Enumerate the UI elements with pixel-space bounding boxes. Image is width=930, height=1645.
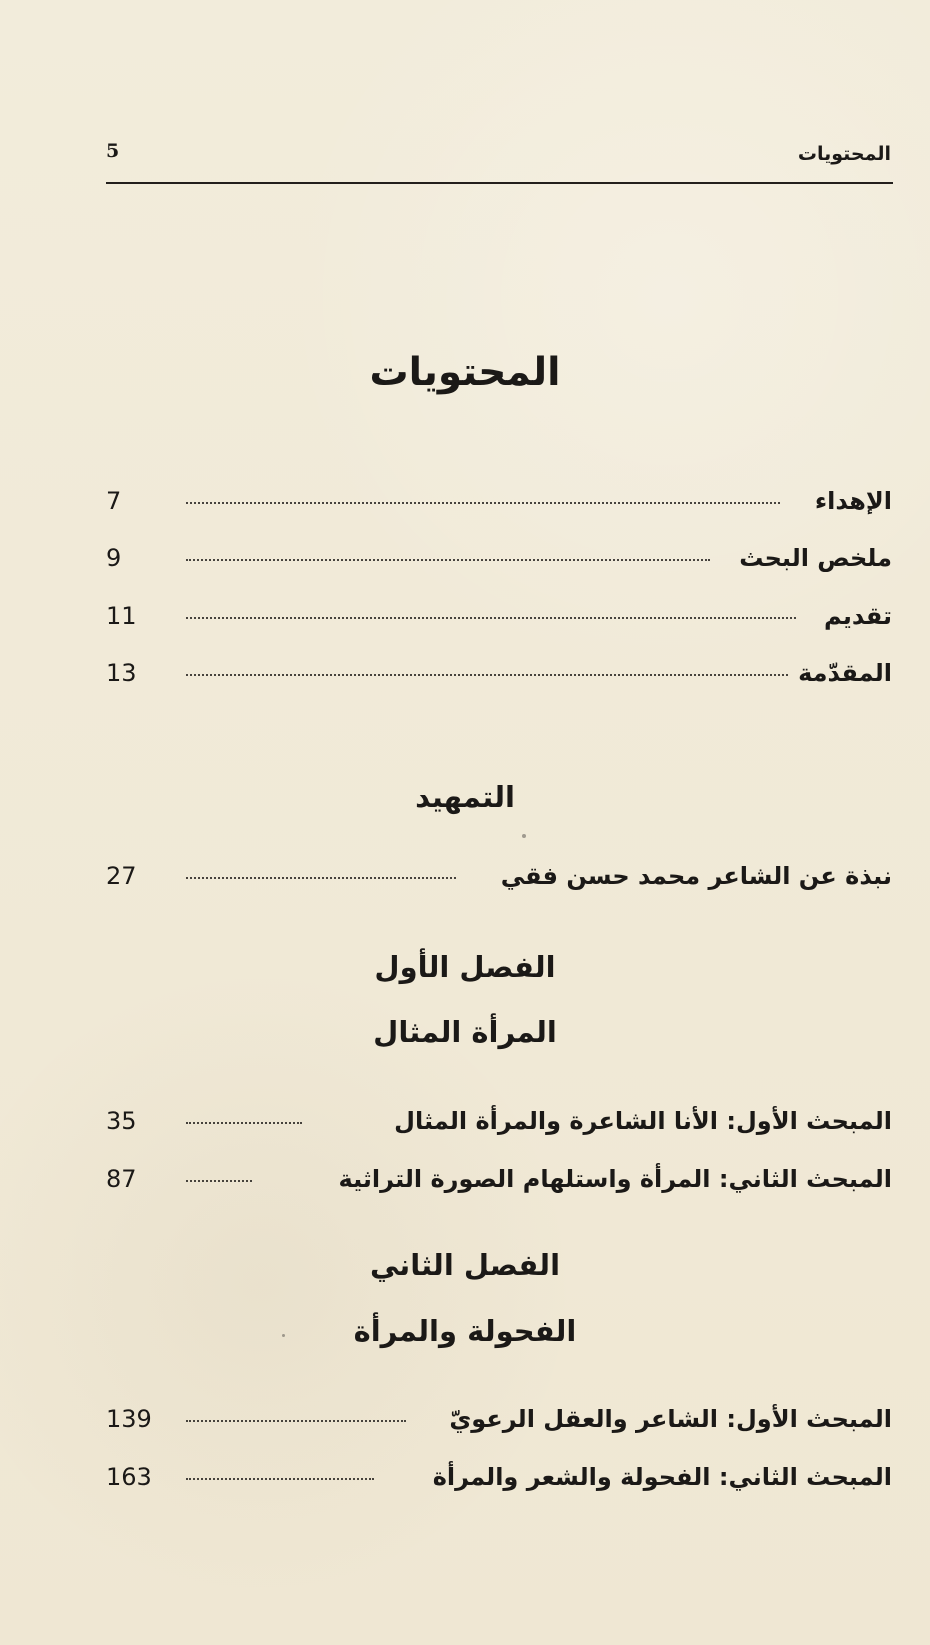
- page-title: المحتويات: [369, 350, 561, 395]
- toc-entry-label: نبذة عن الشاعر محمد حسن فقي: [500, 862, 892, 890]
- toc-entry-page: 13: [106, 659, 137, 687]
- toc-leader-dots: [186, 1420, 406, 1424]
- toc-entry-label: المبحث الثاني: المرأة واستلهام الصورة التراثية: [338, 1165, 892, 1193]
- toc-entry-label: الإهداء: [814, 487, 892, 515]
- toc-entry-label: المبحث الأول: الشاعر والعقل الرعويّ: [449, 1405, 892, 1433]
- toc-entry-page: 27: [106, 862, 137, 890]
- toc-entry-chapter-two-second-study: [106, 1456, 892, 1498]
- running-header: [106, 135, 891, 185]
- toc-leader-dots: [186, 1122, 302, 1126]
- header-rule: [106, 182, 893, 184]
- section-title-tamhid: التمهيد: [415, 780, 515, 814]
- toc-entry-label: المبحث الثاني: الفحولة والشعر والمرأة: [432, 1463, 892, 1491]
- toc-entry-poet-biography: [106, 855, 892, 897]
- page-speck: [522, 834, 526, 838]
- toc-entry-page: 7: [106, 487, 122, 515]
- toc-entry-label: ملخص البحث: [739, 544, 892, 572]
- toc-entry-chapter-one-first-study: [106, 1100, 892, 1142]
- toc-entry-page: 163: [106, 1463, 152, 1491]
- toc-leader-dots: [186, 502, 780, 506]
- chapter-one-title: الفصل الأول: [374, 950, 556, 984]
- toc-entry-dedication: [106, 480, 892, 522]
- chapter-two-title: الفصل الثاني: [369, 1248, 561, 1282]
- running-page-number: 5: [106, 140, 120, 162]
- toc-entry-preface: [106, 595, 892, 637]
- toc-leader-dots: [186, 674, 788, 678]
- toc-entry-label: تقديم: [824, 602, 892, 630]
- chapter-one-subtitle: المرأة المثال: [373, 1015, 557, 1049]
- toc-entry-summary: [106, 537, 892, 579]
- toc-leader-dots: [186, 877, 456, 881]
- toc-leader-dots: [186, 1180, 252, 1184]
- toc-leader-dots: [186, 1478, 374, 1482]
- toc-entry-label: المبحث الأول: الأنا الشاعرة والمرأة المثال: [394, 1107, 892, 1135]
- toc-entry-chapter-one-second-study: [106, 1158, 892, 1200]
- toc-entry-page: 11: [106, 602, 137, 630]
- page-speck: [282, 1334, 285, 1337]
- toc-leader-dots: [186, 559, 710, 563]
- chapter-two-subtitle: الفحولة والمرأة: [353, 1314, 577, 1348]
- toc-entry-page: 87: [106, 1165, 137, 1193]
- toc-entry-page: 35: [106, 1107, 137, 1135]
- toc-entry-chapter-two-first-study: [106, 1398, 892, 1440]
- toc-leader-dots: [186, 617, 796, 621]
- running-title: المحتويات: [797, 143, 891, 165]
- toc-entry-introduction: [106, 652, 892, 694]
- toc-entry-page: 9: [106, 544, 122, 572]
- toc-entry-page: 139: [106, 1405, 152, 1433]
- toc-entry-label: المقدّمة: [798, 659, 892, 687]
